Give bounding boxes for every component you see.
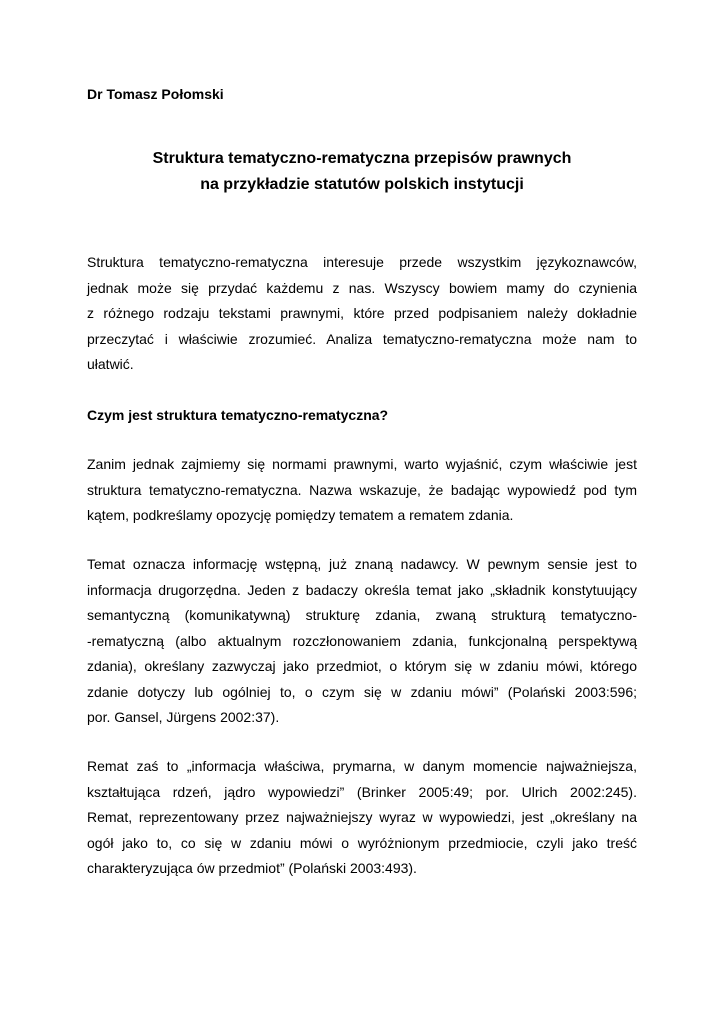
text-line: Temat oznacza informację wstępną, już znaną nadawcy. W pewnym sensie jest to [87,556,637,572]
text-line: informacja drugorzędna. Jeden z badaczy określa temat jako „składnik konstytuujący [87,581,637,598]
text-line: zdanie dotyczy lub ogólniej to, o czym się w zdaniu mówi” (Polański 2003:596; [87,683,637,700]
text-line: -rematyczną (albo aktualnym rozczłonowaniem zdania, funkcjonalną perspektywą [87,632,637,649]
text-line: por. Gansel, Jürgens 2002:37). [87,709,280,725]
section-heading: Czym jest struktura tematyczno-rematyczna? [87,407,389,423]
text-line: ułatwić. [87,356,134,372]
intro-paragraph [87,250,637,378]
paragraph-rheme [87,754,637,882]
text-line: Remat, reprezentowany przez najważniejszy wyraz w wypowiedzi, jest „określany na [87,809,637,825]
text-line: semantyczną (komunikatywną) strukturę zdania, zwaną strukturą tematyczno- [87,607,637,623]
title-line: na przykładzie statutów polskich instytucji [200,176,524,193]
text-line: Zanim jednak zajmiemy się normami prawnymi, warto wyjaśnić, czym właściwie jest [87,456,637,472]
text-line: Struktura tematyczno-rematyczna interesuje przede wszystkim językoznawców, [87,254,637,270]
text-line: z różnego rodzaju tekstami prawnymi, które przed podpisaniem należy dokładnie [87,305,637,321]
text-line: kształtująca rdzeń, jądro wypowiedzi” (Brinker 2005:49; por. Ulrich 2002:245). [87,783,637,800]
text-line: charakteryzująca ów przedmiot” (Polański 2003:493). [87,860,417,876]
text-line: ogół jako to, co się w zdaniu mówi o wyróżnionym przedmiocie, czyli jako treść [87,834,637,851]
paragraph-definition [87,452,637,529]
title-line: Struktura tematyczno-rematyczna przepisów prawnych [152,150,572,167]
text-line: Remat zaś to „informacja właściwa, prymarna, w danym momencie najważniejsza, [87,758,637,774]
paragraph-theme [87,552,637,731]
author-name: Dr Tomasz Połomski [87,86,224,102]
text-line: przeczytać i właściwie zrozumieć. Analiza tematyczno-rematyczna może nam to [87,330,637,347]
document-title [87,146,637,198]
text-line: zdania), określany zazwyczaj jako przedmiot, o którym się w zdaniu mówi, którego [87,658,637,674]
text-line: kątem, podkreślamy opozycję pomiędzy tematem a rematem zdania. [87,507,514,523]
text-line: jednak może się przydać każdemu z nas. Wszyscy bowiem mamy do czynienia [87,279,637,296]
text-line: struktura tematyczno-rematyczna. Nazwa wskazuje, że badając wypowiedź pod tym [87,481,637,498]
